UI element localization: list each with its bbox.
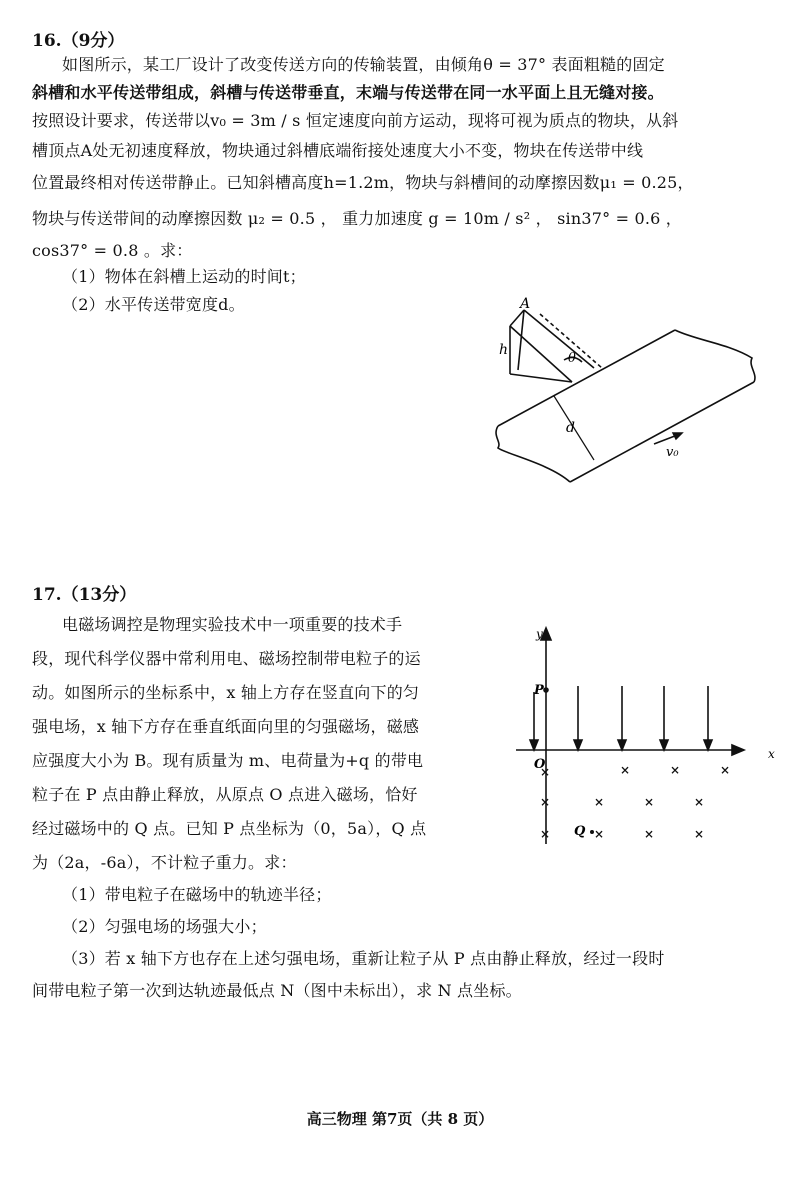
q17-line-6: 粒子在 P 点由静止释放，从原点 O 点进入磁场，恰好 <box>32 785 418 804</box>
cross-11: × <box>694 827 705 841</box>
label-d: d <box>566 420 575 436</box>
electric-field-lines <box>530 686 712 750</box>
label-v0: v₀ <box>666 445 679 460</box>
q16-line-4: 槽顶点A处无初速度释放，物块通过斜槽底端衔接处速度大小不变，物块在传送带中线 <box>32 141 644 160</box>
label-o: O <box>534 757 546 772</box>
q16-line-7: cos37° = 0.8 。求： <box>32 241 193 260</box>
q17-heading: 17.（13分） <box>32 585 137 605</box>
label-x: x <box>768 747 775 761</box>
label-y: y <box>536 627 543 641</box>
q16-figure <box>490 296 760 486</box>
cross-3: × <box>720 763 731 777</box>
cross-8: × <box>540 827 551 841</box>
q17-line-8: 为（2a，-6a），不计粒子重力。求： <box>32 853 297 872</box>
cross-0: × <box>540 765 551 779</box>
label-a: A <box>520 296 531 312</box>
conveyor-belt <box>496 330 755 482</box>
q17-subq-1: （1）带电粒子在磁场中的轨迹半径； <box>62 885 332 904</box>
q16-heading: 16.（9分） <box>32 31 125 51</box>
q17-line-1: 电磁场调控是物理实验技术中一项重要的技术手 <box>62 615 403 634</box>
q16-subq-2: （2）水平传送带宽度d。 <box>62 295 245 314</box>
page-footer: 高三物理 第7页（共 8 页） <box>306 1110 494 1128</box>
cross-4: × <box>540 795 551 809</box>
q17-line-2: 段，现代科学仪器中常利用电、磁场控制带电粒子的运 <box>32 649 421 668</box>
q16-line-5: 位置最终相对传送带静止。已知斜槽高度h=1.2m，物块与斜槽间的动摩擦因数μ₁ = 0.25， <box>32 173 694 192</box>
incline-chute <box>510 310 602 382</box>
label-q: Q <box>574 824 586 839</box>
cross-1: × <box>620 763 631 777</box>
cross-7: × <box>694 795 705 809</box>
cross-9: × <box>594 827 605 841</box>
cross-5: × <box>594 795 605 809</box>
q17-figure <box>516 622 786 852</box>
q17-line-7: 经过磁场中的 Q 点。已知 P 点坐标为（0，5a），Q 点 <box>32 819 427 838</box>
label-h: h <box>499 342 509 358</box>
label-theta: θ <box>568 351 576 366</box>
q17-subq-2: （2）匀强电场的场强大小； <box>62 917 267 936</box>
cross-2: × <box>670 763 681 777</box>
label-p: P <box>534 683 544 698</box>
q16-line-1: 如图所示，某工厂设计了改变传送方向的传输装置，由倾角θ = 37° 表面粗糙的固定 <box>62 55 665 74</box>
q17-line-5: 应强度大小为 B。现有质量为 m、电荷量为+q 的带电 <box>32 751 424 770</box>
q17-subq-3-cont: 间带电粒子第一次到达轨迹最低点 N（图中未标出），求 N 点坐标。 <box>32 981 522 1000</box>
q16-subq-1: （1）物体在斜槽上运动的时间t； <box>62 267 306 286</box>
cross-10: × <box>644 827 655 841</box>
q17-subq-3: （3）若 x 轴下方也存在上述匀强电场，重新让粒子从 P 点由静止释放，经过一段时 <box>62 949 665 968</box>
magnetic-field-crosses <box>540 763 730 841</box>
axes <box>516 628 744 844</box>
q16-line-6: 物块与传送带间的动摩擦因数 μ₂ = 0.5 ， 重力加速度 g = 10m / s² ， sin37° = 0.6 ， <box>32 209 682 228</box>
q16-line-3: 按照设计要求，传送带以v₀ = 3m / s 恒定速度向前方运动，现将可视为质点的物块，从斜 <box>32 111 679 130</box>
q17-line-4: 强电场，x 轴下方存在垂直纸面向里的匀强磁场，磁感 <box>32 717 420 736</box>
point-p-dot <box>543 687 549 693</box>
q17-line-3: 动。如图所示的坐标系中，x 轴上方存在竖直向下的匀 <box>32 683 420 702</box>
q16-line-2: 斜槽和水平传送带组成，斜槽与传送带垂直，末端与传送带在同一水平面上且无缝对接。 <box>32 83 664 102</box>
cross-6: × <box>644 795 655 809</box>
